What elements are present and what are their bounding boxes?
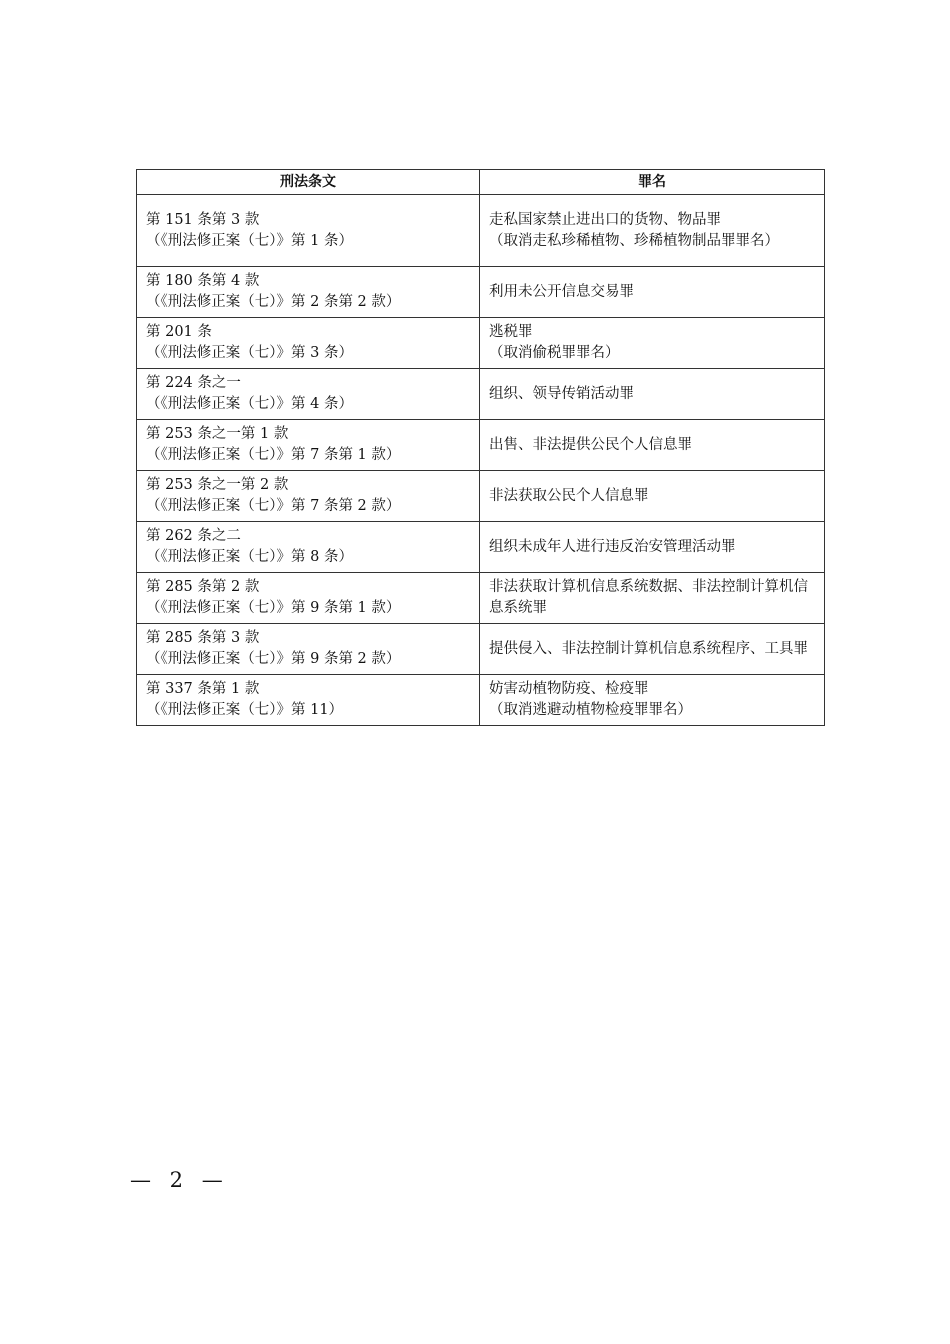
crime-cell [480, 420, 825, 471]
table-row [137, 420, 825, 471]
crime-text-line: 利用未公开信息交易罪 [489, 283, 634, 300]
article-cell [137, 573, 480, 624]
article-cell [137, 675, 480, 726]
table-header-row [137, 170, 825, 195]
table-row [137, 471, 825, 522]
crime-text-line: 组织未成年人进行违反治安管理活动罪 [489, 538, 736, 555]
article-cell [137, 624, 480, 675]
table-row [137, 318, 825, 369]
crime-text-line: （取消偷税罪罪名） [489, 345, 620, 361]
crime-text-line: 提供侵入、非法控制计算机信息系统程序、工具罪 [489, 640, 808, 657]
article-text-line: （《刑法修正案（七）》第 8 条） [146, 549, 353, 565]
crime-cell [480, 195, 825, 267]
crime-cell [480, 573, 825, 624]
crime-cell [480, 471, 825, 522]
article-text-line: 第 224 条之一 [146, 375, 241, 391]
article-text-line: （《刑法修正案（七）》第 7 条第 1 款） [146, 447, 401, 463]
article-cell [137, 369, 480, 420]
crime-text-line: 逃税罪 [489, 324, 533, 340]
crime-text-line: 非法获取公民个人信息罪 [489, 487, 649, 504]
crime-text-line: 非法获取计算机信息系统数据、非法控制计算机信息系统罪 [489, 579, 808, 616]
article-text-line: 第 201 条 [146, 324, 212, 340]
crime-cell [480, 675, 825, 726]
crime-text-line: （取消走私珍稀植物、珍稀植物制品罪罪名） [489, 232, 779, 249]
article-text-line: （《刑法修正案（七）》第 1 条） [146, 232, 353, 249]
header-crime: 罪名 [480, 170, 825, 195]
article-cell [137, 267, 480, 318]
article-text-line: （《刑法修正案（七）》第 9 条第 1 款） [146, 600, 401, 616]
table-row [137, 267, 825, 318]
crime-text-line: 妨害动植物防疫、检疫罪 [489, 681, 649, 697]
article-text-line: 第 285 条第 3 款 [146, 630, 260, 646]
article-cell [137, 471, 480, 522]
article-cell [137, 420, 480, 471]
table-row [137, 195, 825, 267]
crime-cell [480, 369, 825, 420]
table-row [137, 573, 825, 624]
article-text-line: 第 151 条第 3 款 [146, 211, 260, 228]
crime-cell [480, 267, 825, 318]
header-article: 刑法条文 [137, 170, 480, 195]
table-row [137, 624, 825, 675]
crime-text-line: 走私国家禁止进出口的货物、物品罪 [489, 211, 721, 228]
article-text-line: 第 253 条之一第 2 款 [146, 477, 289, 493]
article-text-line: 第 337 条第 1 款 [146, 681, 260, 697]
article-text-line: 第 253 条之一第 1 款 [146, 426, 289, 442]
article-text-line: （《刑法修正案（七）》第 3 条） [146, 345, 353, 361]
article-text-line: 第 285 条第 2 款 [146, 579, 260, 595]
article-cell [137, 195, 480, 267]
article-text-line: （《刑法修正案（七）》第 7 条第 2 款） [146, 498, 401, 514]
page-number: — 2 — [130, 1168, 229, 1192]
crime-text-line: （取消逃避动植物检疫罪罪名） [489, 702, 692, 718]
crime-text-line: 出售、非法提供公民个人信息罪 [489, 436, 692, 453]
article-text-line: 第 262 条之二 [146, 528, 241, 544]
article-text-line: （《刑法修正案（七）》第 2 条第 2 款） [146, 294, 401, 310]
table-row [137, 522, 825, 573]
article-text-line: （《刑法修正案（七）》第 4 条） [146, 396, 353, 412]
article-text-line: 第 180 条第 4 款 [146, 273, 260, 289]
crime-cell [480, 318, 825, 369]
table-row [137, 675, 825, 726]
article-text-line: （《刑法修正案（七）》第 9 条第 2 款） [146, 651, 401, 667]
article-cell [137, 522, 480, 573]
crime-cell [480, 624, 825, 675]
crime-cell [480, 522, 825, 573]
article-text-line: （《刑法修正案（七）》第 11） [146, 702, 344, 718]
table-row [137, 369, 825, 420]
crime-table [136, 169, 825, 726]
crime-text-line: 组织、领导传销活动罪 [489, 385, 634, 402]
article-cell [137, 318, 480, 369]
table-body [137, 195, 825, 726]
